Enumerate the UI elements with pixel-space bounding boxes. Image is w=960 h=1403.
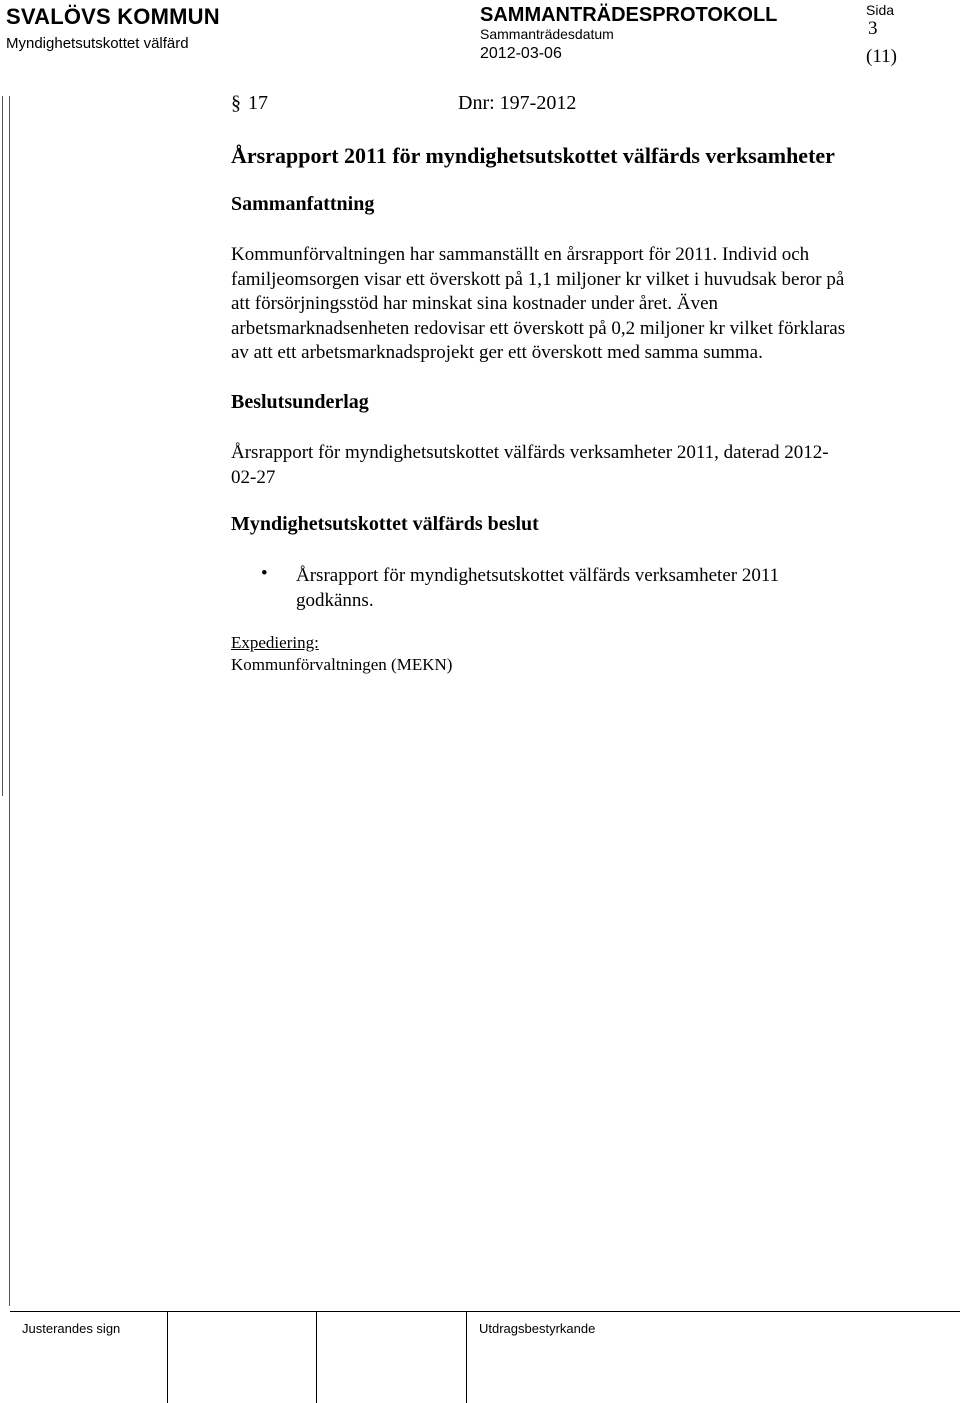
decision-heading: Myndighetsutskottet välfärds beslut <box>231 513 539 535</box>
bullet-icon: • <box>261 563 268 584</box>
footer-divider <box>316 1311 317 1403</box>
decision-line: godkänns. <box>296 590 374 611</box>
meeting-date-value: 2012-03-06 <box>480 45 562 62</box>
page-total: (11) <box>866 46 897 67</box>
summary-line: av att ett arbetsmarknadsprojekt ger ett överskott med samma summa. <box>231 342 763 363</box>
section-title: Årsrapport 2011 för myndighetsutskottet välfärds verksamheter <box>231 143 835 168</box>
footer-divider <box>466 1311 467 1403</box>
summary-paragraph <box>231 243 936 366</box>
expedition-recipient: Kommunförvaltningen (MEKN) <box>231 655 453 674</box>
decision-line: Årsrapport för myndighetsutskottet välfärds verksamheter 2011 <box>296 565 780 586</box>
page-number: 3 <box>868 18 878 39</box>
case-number: Dnr: 197-2012 <box>458 92 577 114</box>
footer-rule <box>10 1311 960 1312</box>
extract-certification-label: Utdragsbestyrkande <box>479 1321 596 1336</box>
paragraph-sign: § <box>231 92 241 114</box>
page-label: Sida <box>866 2 895 18</box>
decision-item <box>296 563 779 613</box>
expedition-label: Expediering: <box>231 633 319 652</box>
basis-line: 02-27 <box>231 467 276 488</box>
summary-line: att försörjningsstöd har minskat sina kostnader under året. Även <box>231 293 719 314</box>
basis-paragraph <box>231 440 829 490</box>
margin-line <box>2 96 3 796</box>
basis-heading: Beslutsunderlag <box>231 391 369 413</box>
summary-heading: Sammanfattning <box>231 193 375 215</box>
margin-line <box>9 96 10 1306</box>
summary-line: arbetsmarknadsenheten redovisar ett överskott på 0,2 miljoner kr vilket förklaras <box>231 317 846 339</box>
basis-line: Årsrapport för myndighetsutskottet välfärds verksamheter 2011, daterad 2012- <box>231 442 829 463</box>
section-number: 17 <box>248 92 268 114</box>
meeting-date-label: Sammanträdesdatum <box>480 26 614 42</box>
document-type: SAMMANTRÄDESPROTOKOLL <box>480 4 778 26</box>
organization-name: SVALÖVS KOMMUN <box>6 4 220 29</box>
committee-name: Myndighetsutskottet välfärd <box>6 35 189 52</box>
signature-label: Justerandes sign <box>22 1321 121 1336</box>
footer-divider <box>167 1311 168 1403</box>
summary-line: familjeomsorgen visar ett överskott på 1,1 miljoner kr vilket i huvudsak beror på <box>231 268 845 290</box>
summary-line: Kommunförvaltningen har sammanställt en årsrapport för 2011. Individ och <box>231 244 810 265</box>
